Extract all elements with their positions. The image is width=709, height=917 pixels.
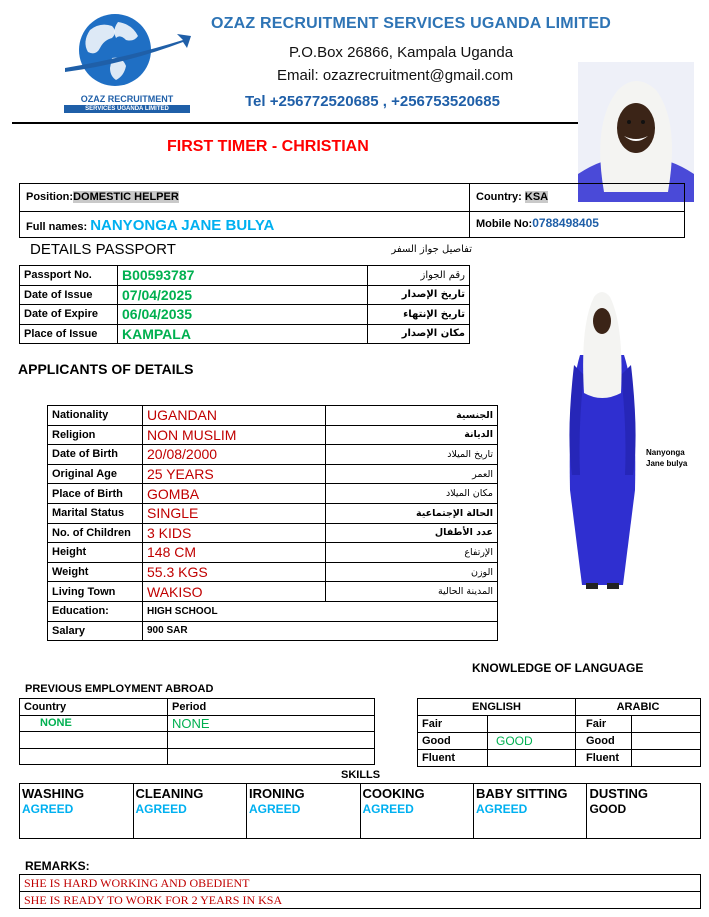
table-row	[48, 406, 498, 426]
skill-cleaning-name: CLEANING	[135, 786, 204, 801]
arabic-good-value	[632, 733, 701, 750]
table-row	[48, 621, 498, 641]
table-row	[48, 543, 498, 563]
english-good-value: GOOD	[488, 733, 576, 750]
empty-cell	[20, 732, 168, 749]
company-address: P.O.Box 26866, Kampala Uganda	[289, 44, 514, 61]
table-row	[20, 892, 701, 909]
table-row	[20, 266, 470, 286]
previous-country-value: NONE	[20, 715, 168, 732]
height-arabic: الإرتفاع	[326, 543, 498, 563]
original-age-arabic: العمر	[326, 464, 498, 484]
table-row	[20, 699, 375, 716]
original-age-value: 25 YEARS	[143, 464, 326, 484]
remark-line-1: SHE IS HARD WORKING AND OBEDIENT	[20, 875, 701, 892]
skill-ironing-name: IRONING	[249, 786, 305, 801]
skills-table	[19, 783, 701, 839]
skill-dusting-value: GOOD	[589, 802, 627, 816]
previous-period-value: NONE	[168, 715, 375, 732]
table-row	[48, 582, 498, 602]
company-phone: Tel +256772520685 , +256753520685	[245, 93, 500, 110]
mobile-label: Mobile No:	[476, 218, 533, 230]
logo-line-2: SERVICES UGANDA LIMITED	[64, 105, 190, 113]
country-label: Country:	[476, 191, 522, 203]
previous-employment-table	[19, 698, 375, 765]
remarks-table	[19, 874, 701, 909]
nationality-arabic: الجنسية	[326, 406, 498, 426]
date-of-birth-label: Date of Birth	[48, 445, 143, 465]
date-of-birth-value: 20/08/2000	[143, 445, 326, 465]
skills-title: SKILLS	[341, 769, 381, 781]
full-name-value: NANYONGA JANE BULYA	[90, 217, 275, 234]
table-row	[20, 324, 470, 344]
marital-status-value: SINGLE	[143, 503, 326, 523]
table-row	[48, 562, 498, 582]
children-label: No. of Children	[48, 523, 143, 543]
original-age-label: Original Age	[48, 464, 143, 484]
place-of-birth-label: Place of Birth	[48, 484, 143, 504]
full-name-cell	[19, 211, 470, 238]
table-row	[418, 699, 701, 716]
skill-ironing-value: AGREED	[249, 802, 301, 816]
skill-cooking-value: AGREED	[362, 802, 414, 816]
english-fair-value	[488, 716, 576, 733]
nationality-value: UGANDAN	[143, 406, 326, 426]
position-cell	[19, 183, 470, 212]
company-name: OZAZ RECRUITMENT SERVICES UGANDA LIMITED	[211, 15, 612, 32]
knowledge-of-language-title: KNOWLEDGE OF LANGUAGE	[472, 661, 644, 675]
english-good-label: Good	[418, 733, 488, 750]
table-row	[48, 601, 498, 621]
full-name-label: Full names:	[26, 221, 88, 233]
arabic-fluent-label: Fluent	[576, 750, 632, 767]
religion-arabic: الديانة	[326, 425, 498, 445]
education-label: Education:	[48, 601, 143, 621]
skill-washing-name: WASHING	[22, 786, 85, 801]
arabic-fair-value	[632, 716, 701, 733]
date-of-expire-value: 06/04/2035	[118, 305, 368, 325]
company-logo-globe	[60, 8, 195, 96]
height-label: Height	[48, 543, 143, 563]
table-row	[20, 875, 701, 892]
english-header: ENGLISH	[418, 699, 576, 716]
table-row	[48, 445, 498, 465]
height-value: 148 CM	[143, 543, 326, 563]
company-email: Email: ozazrecruitment@gmail.com	[277, 67, 514, 84]
empty-cell	[168, 748, 375, 765]
passport-no-arabic: رقم الجواز	[368, 266, 470, 286]
position-label: Position:	[26, 191, 74, 203]
company-logo-text	[64, 95, 190, 113]
skill-baby-sitting-value: AGREED	[476, 802, 528, 816]
remark-line-2: SHE IS READY TO WORK FOR 2 YEARS IN KSA	[20, 892, 701, 909]
remarks-title: REMARKS:	[25, 859, 90, 873]
table-row	[418, 750, 701, 767]
english-fluent-label: Fluent	[418, 750, 488, 767]
table-row	[48, 523, 498, 543]
skill-baby-sitting-cell	[474, 784, 587, 839]
passport-section-title: DETAILS PASSPORT	[30, 241, 176, 258]
empty-cell	[20, 748, 168, 765]
skill-washing-cell	[20, 784, 134, 839]
nationality-label: Nationality	[48, 406, 143, 426]
marital-status-arabic: الحالة الإجتماعية	[326, 503, 498, 523]
table-row	[48, 464, 498, 484]
living-town-arabic: المدينة الحالية	[326, 582, 498, 602]
passport-section-title-arabic: تفاصيل جواز السفر	[391, 244, 472, 255]
salary-value: 900 SAR	[143, 621, 498, 641]
children-value: 3 KIDS	[143, 523, 326, 543]
date-of-issue-label: Date of Issue	[20, 285, 118, 305]
country-cell	[469, 183, 685, 212]
place-of-birth-value: GOMBA	[143, 484, 326, 504]
table-row	[20, 784, 701, 839]
date-of-issue-value: 07/04/2025	[118, 285, 368, 305]
weight-arabic: الوزن	[326, 562, 498, 582]
applicant-details-table	[47, 405, 498, 641]
logo-line-1: OZAZ RECRUITMENT	[80, 94, 174, 104]
skill-baby-sitting-name: BABY SITTING	[476, 786, 568, 801]
passport-no-value: B00593787	[118, 266, 368, 286]
passport-no-label: Passport No.	[20, 266, 118, 286]
country-column-header: Country	[20, 699, 168, 716]
table-row	[20, 715, 375, 732]
position-value: DOMESTIC HELPER	[73, 191, 179, 203]
table-row	[20, 748, 375, 765]
date-of-expire-label: Date of Expire	[20, 305, 118, 325]
religion-label: Religion	[48, 425, 143, 445]
marital-status-label: Marital Status	[48, 503, 143, 523]
english-fluent-value	[488, 750, 576, 767]
table-row	[48, 503, 498, 523]
period-column-header: Period	[168, 699, 375, 716]
previous-employment-title: PREVIOUS EMPLOYMENT ABROAD	[25, 683, 214, 695]
skill-ironing-cell	[247, 784, 360, 839]
arabic-good-label: Good	[576, 733, 632, 750]
education-value: HIGH SCHOOL	[143, 601, 498, 621]
mobile-cell	[469, 211, 685, 238]
place-of-issue-value: KAMPALA	[118, 324, 368, 344]
photo-caption-line-1: Nanyonga	[646, 448, 685, 457]
living-town-value: WAKISO	[143, 582, 326, 602]
arabic-fair-label: Fair	[576, 716, 632, 733]
skill-washing-value: AGREED	[22, 802, 74, 816]
date-of-issue-arabic: تاريخ الإصدار	[368, 285, 470, 305]
table-row	[418, 716, 701, 733]
skill-dusting-cell	[587, 784, 701, 839]
document-title: FIRST TIMER - CHRISTIAN	[167, 138, 369, 155]
arabic-fluent-value	[632, 750, 701, 767]
country-value: KSA	[524, 191, 549, 203]
table-row	[48, 484, 498, 504]
mobile-value: 0788498405	[532, 216, 599, 230]
place-of-birth-arabic: مكان الميلاد	[326, 484, 498, 504]
date-of-expire-arabic: تاريخ الإنتهاء	[368, 305, 470, 325]
religion-value: NON MUSLIM	[143, 425, 326, 445]
language-table	[417, 698, 701, 767]
applicant-headshot-photo	[578, 62, 694, 202]
photo-caption-line-2: Jane bulya	[646, 459, 688, 468]
table-row	[418, 733, 701, 750]
skill-cleaning-cell	[133, 784, 247, 839]
table-row	[48, 425, 498, 445]
place-of-issue-label: Place of Issue	[20, 324, 118, 344]
table-row	[20, 285, 470, 305]
skill-dusting-name: DUSTING	[589, 786, 648, 801]
applicant-full-body-photo	[560, 285, 645, 610]
skill-cooking-name: COOKING	[362, 786, 425, 801]
arabic-header: ARABIC	[576, 699, 701, 716]
living-town-label: Living Town	[48, 582, 143, 602]
children-arabic: عدد الأطفال	[326, 523, 498, 543]
applicant-section-title: APPLICANTS OF DETAILS	[18, 361, 194, 377]
english-fair-label: Fair	[418, 716, 488, 733]
place-of-issue-arabic: مكان الإصدار	[368, 324, 470, 344]
salary-label: Salary	[48, 621, 143, 641]
skill-cooking-cell	[360, 784, 474, 839]
photo-caption	[646, 447, 709, 469]
table-row	[20, 305, 470, 325]
empty-cell	[168, 732, 375, 749]
skill-cleaning-value: AGREED	[135, 802, 187, 816]
passport-table	[19, 265, 470, 344]
date-of-birth-arabic: تاريخ الميلاد	[326, 445, 498, 465]
header-divider	[12, 122, 578, 124]
weight-label: Weight	[48, 562, 143, 582]
weight-value: 55.3 KGS	[143, 562, 326, 582]
table-row	[20, 732, 375, 749]
